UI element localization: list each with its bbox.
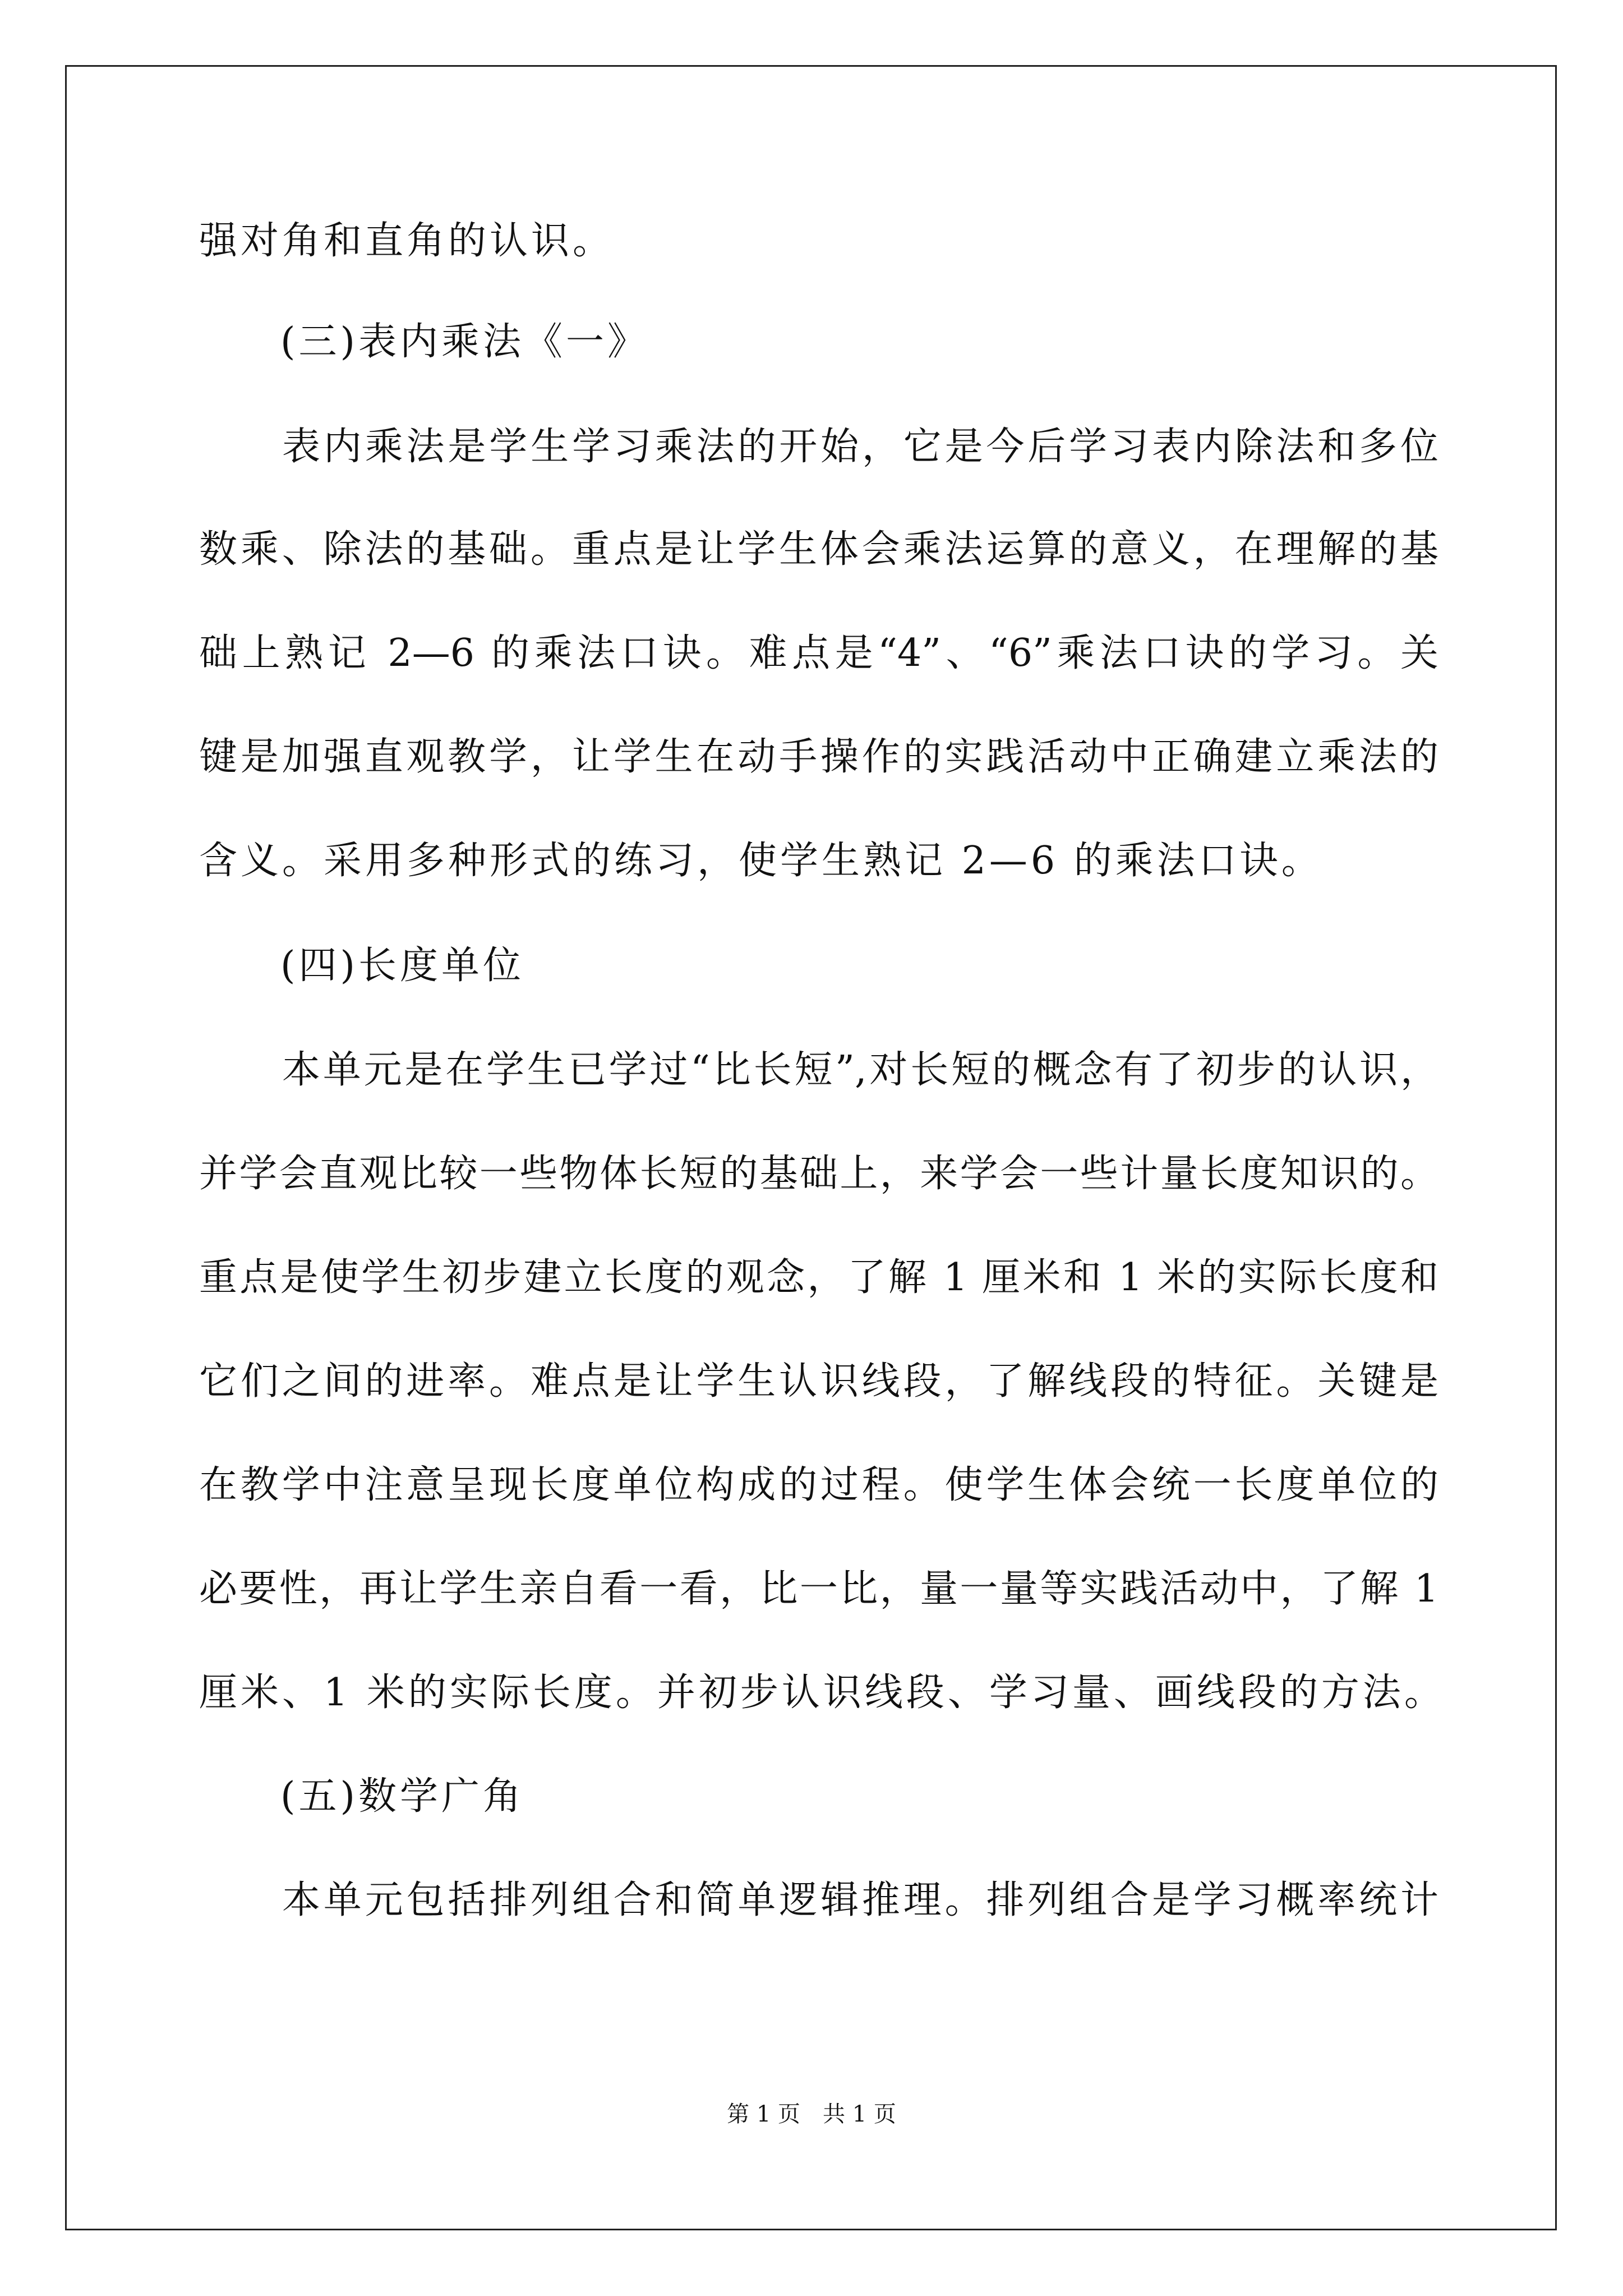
paragraph-line: 它们之间的进率。难点是让学生认识线段，了解线段的特征。关键是 [199,1359,1438,1404]
paragraph-line: 本单元是在学生已学过“比长短”,对长短的概念有了初步的认识， [282,1048,1438,1092]
paragraph-line: 键是加强直观教学，让学生在动手操作的实践活动中正确建立乘法的 [199,735,1438,779]
text-line: 强对角和直角的认识。 [199,219,615,263]
page-footer: 第 1 页 共 1 页 [727,2101,896,2127]
paragraph-line: 础上熟记 2—6 的乘法口诀。难点是“4”、“6”乘法口诀的学习。关 [199,631,1438,675]
paragraph-line: 重点是使学生初步建立长度的观念，了解 1 厘米和 1 米的实际长度和 [199,1255,1438,1300]
paragraph-line: 必要性，再让学生亲自看一看，比一比，量一量等实践活动中，了解 1 [199,1567,1438,1611]
paragraph-line: 含义。采用多种形式的练习，使学生熟记 2—6 的乘法口诀。 [199,839,1323,883]
paragraph-line: 本单元包括排列组合和简单逻辑推理。排列组合是学习概率统计 [282,1878,1438,1922]
section-heading: (五)数学广角 [280,1774,525,1819]
section-heading: (三)表内乘法《一》 [280,320,649,364]
paragraph-line: 厘米、1 米的实际长度。并初步认识线段、学习量、画线段的方法。 [199,1671,1446,1715]
paragraph-line: 表内乘法是学生学习乘法的开始，它是今后学习表内除法和多位 [282,425,1438,469]
paragraph-line: 数乘、除法的基础。重点是让学生体会乘法运算的意义，在理解的基 [199,527,1438,572]
section-heading: (四)长度单位 [280,944,525,988]
paragraph-line: 并学会直观比较一些物体长短的基础上，来学会一些计量长度知识的。 [199,1152,1438,1196]
paragraph-line: 在教学中注意呈现长度单位构成的过程。使学生体会统一长度单位的 [199,1463,1438,1507]
